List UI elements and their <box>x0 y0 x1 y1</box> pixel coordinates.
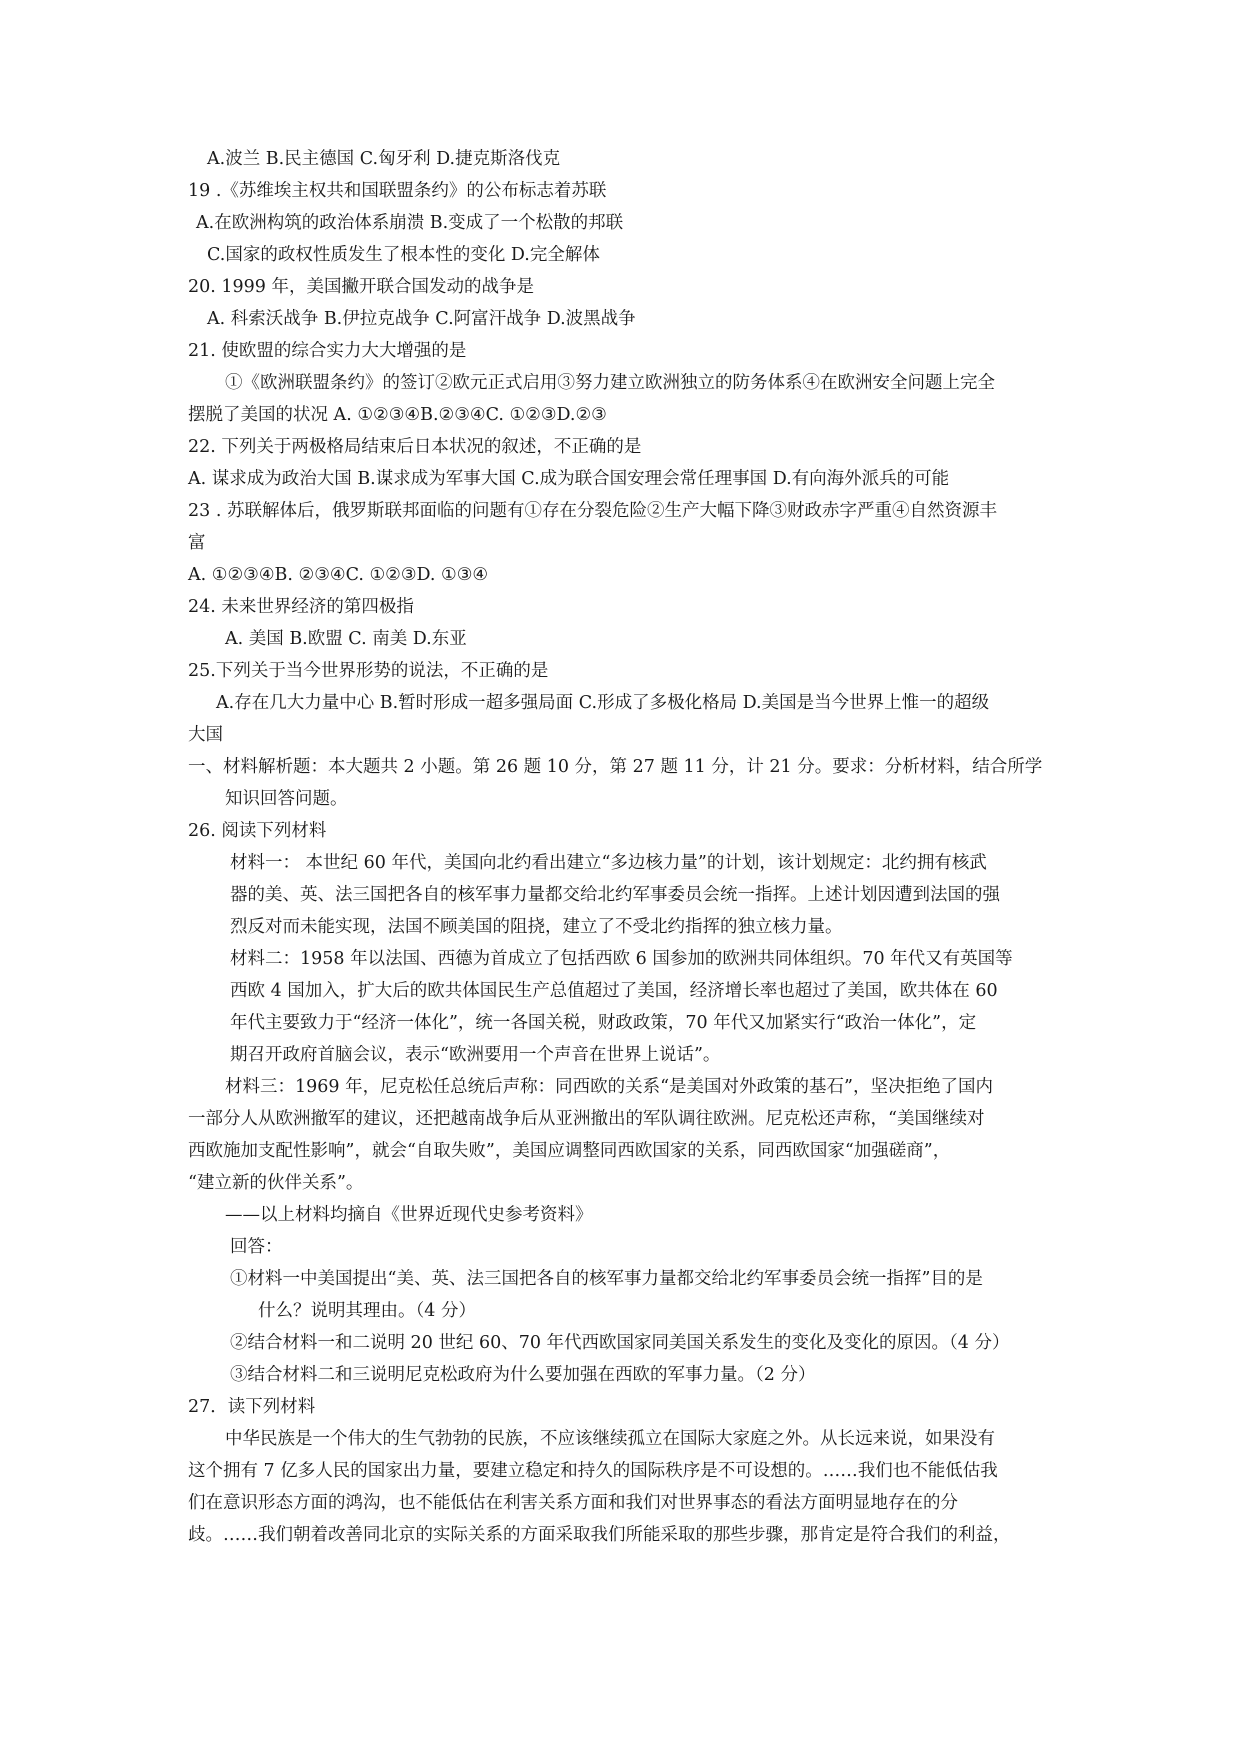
text-line: A. 谋求成为政治大国 B.谋求成为军事大国 C.成为联合国安理会常任理事国 D.有向海外派兵的可能 <box>188 469 950 489</box>
text-line: 歧。……我们朝着改善同北京的实际关系的方面采取我们所能采取的那些步骤，那肯定是符合我们的利益， <box>188 1525 1011 1545</box>
text-line: 年代主要致力于“经济一体化”，统一各国关税，财政政策，70 年代又加紧实行“政治一体化”，定 <box>230 1013 977 1033</box>
text-line: 们在意识形态方面的鸿沟，也不能低估在利害关系方面和我们对世界事态的看法方面明显地存在的分 <box>188 1493 958 1513</box>
text-line: A.存在几大力量中心 B.暂时形成一超多强局面 C.形成了多极化格局 D.美国是当今世界上惟一的超级 <box>216 693 990 713</box>
text-line: 20. 1999 年，美国撇开联合国发动的战争是 <box>188 277 534 297</box>
text-line: 25.下列关于当今世界形势的说法，不正确的是 <box>188 661 549 681</box>
text-line: 富 <box>188 533 206 553</box>
text-line: 21. 使欧盟的综合实力大大增强的是 <box>188 341 467 361</box>
text-line: A. 科索沃战争 B.伊拉克战争 C.阿富汗战争 D.波黑战争 <box>207 309 636 329</box>
text-line: 西欧施加支配性影响”，就会“自取失败”，美国应调整同西欧国家的关系，同西欧国家“加强磋商”， <box>188 1141 951 1161</box>
text-line: 材料二：1958 年以法国、西德为首成立了包括西欧 6 国参加的欧洲共同体组织。70 年代又有英国等 <box>230 949 1013 969</box>
text-line: 19 .《苏维埃主权共和国联盟条约》的公布标志着苏联 <box>188 181 607 201</box>
text-line: “建立新的伙伴关系”。 <box>188 1173 364 1193</box>
text-line: 器的美、英、法三国把各自的核军事力量都交给北约军事委员会统一指挥。上述计划因遭到法国的强 <box>230 885 1000 905</box>
text-line: A. ①②③④B. ②③④C. ①②③D. ①③④ <box>188 565 489 585</box>
text-line: 回答： <box>230 1237 283 1257</box>
text-line: 23 . 苏联解体后，俄罗斯联邦面临的问题有①存在分裂危险②生产大幅下降③财政赤字严重④自然资源丰 <box>188 501 997 521</box>
text-line: 26. 阅读下列材料 <box>188 821 327 841</box>
text-line: 什么？说明其理由。（4 分） <box>258 1301 476 1321</box>
text-line: 24. 未来世界经济的第四极指 <box>188 597 414 617</box>
text-line: ——以上材料均摘自《世界近现代史参考资料》 <box>225 1205 593 1225</box>
text-line: 大国 <box>188 725 223 745</box>
text-line: C.国家的政权性质发生了根本性的变化 D.完全解体 <box>207 245 600 265</box>
text-line: ③结合材料二和三说明尼克松政府为什么要加强在西欧的军事力量。（2 分） <box>230 1365 816 1385</box>
text-line: ①《欧洲联盟条约》的签订②欧元正式启用③努力建立欧洲独立的防务体系④在欧洲安全问题上完全 <box>225 373 995 393</box>
text-line: A.波兰 B.民主德国 C.匈牙利 D.捷克斯洛伐克 <box>207 149 561 169</box>
text-line: ①材料一中美国提出“美、英、法三国把各自的核军事力量都交给北约军事委员会统一指挥”目的是 <box>230 1269 983 1289</box>
section-heading: 一、材料解析题：本大题共 2 小题。第 26 题 10 分，第 27 题 11 分，计 21 分。要求：分析材料，结合所学 <box>188 757 1043 777</box>
text-line: 中华民族是一个伟大的生气勃勃的民族，不应该继续孤立在国际大家庭之外。从长远来说，如果没有 <box>225 1429 995 1449</box>
text-line: 一部分人从欧洲撤军的建议，还把越南战争后从亚洲撤出的军队调往欧洲。尼克松还声称，“美国继续对 <box>188 1109 985 1129</box>
text-line: 27．读下列材料 <box>188 1397 316 1417</box>
text-line: 22. 下列关于两极格局结束后日本状况的叙述，不正确的是 <box>188 437 642 457</box>
text-line: 西欧 4 国加入，扩大后的欧共体国民生产总值超过了美国，经济增长率也超过了美国，欧共体在 60 <box>230 981 998 1001</box>
text-line: 摆脱了美国的状况 A. ①②③④B.②③④C. ①②③D.②③ <box>188 405 607 425</box>
text-line: 期召开政府首脑会议，表示“欧洲要用一个声音在世界上说话”。 <box>230 1045 721 1065</box>
text-line: 材料三：1969 年，尼克松任总统后声称：同西欧的关系“是美国对外政策的基石”，坚决拒绝了国内 <box>225 1077 993 1097</box>
text-line: 烈反对而未能实现，法国不顾美国的阻挠，建立了不受北约指挥的独立核力量。 <box>230 917 843 937</box>
text-line: ②结合材料一和二说明 20 世纪 60、70 年代西欧国家同美国关系发生的变化及变化的原因。（4 分） <box>230 1333 1010 1353</box>
text-line: A. 美国 B.欧盟 C. 南美 D.东亚 <box>225 629 467 649</box>
text-line: 这个拥有 7 亿多人民的国家出力量，要建立稳定和持久的国际秩序是不可设想的。……我们也不能低估我 <box>188 1461 998 1481</box>
text-line: A.在欧洲构筑的政治体系崩溃 B.变成了一个松散的邦联 <box>196 213 624 233</box>
text-line: 知识回答问题。 <box>225 789 348 809</box>
text-line: 材料一： 本世纪 60 年代，美国向北约看出建立“多边核力量”的计划，该计划规定：北约拥有核武 <box>230 853 987 873</box>
